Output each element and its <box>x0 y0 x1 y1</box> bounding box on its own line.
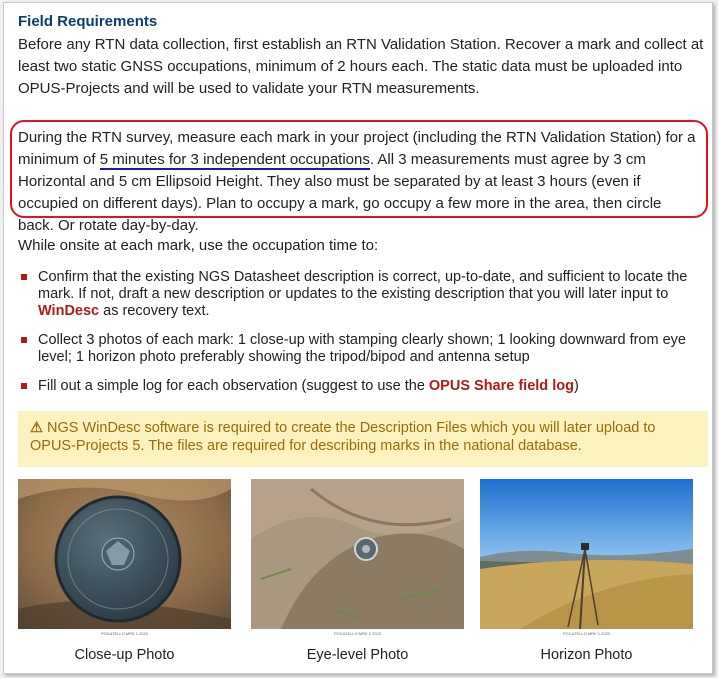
section-heading: Field Requirements <box>18 13 158 30</box>
windesc-alert <box>18 411 708 467</box>
intro-paragraph: Before any RTN data collection, first establish an RTN Validation Station. Recover a mark and collect at least two static GNSS occupations, minimum of 2 hours each. The static data must be uploaded into OPUS-Projects and will be used to validate your RTN measurements. <box>18 36 704 97</box>
closeup-photo-image <box>18 479 231 629</box>
document-frame <box>3 2 713 674</box>
windesc-link[interactable]: WinDesc <box>38 303 100 319</box>
list-item <box>18 332 708 366</box>
list-item-text: Collect 3 photos of each mark: 1 close-up with stamping clearly shown; 1 looking downward from eye level; 1 horizon photo preferably showing the tripod/bipod and antenna setup <box>38 332 686 365</box>
photo-gallery <box>18 479 708 669</box>
alert-text: NGS WinDesc software is required to create the Description Files which you will later upload to OPUS-Projects 5. The files are required for describing marks in the national database. <box>30 420 656 454</box>
eyelevel-caption: Eye-level Photo <box>306 647 409 663</box>
horizon-photo-image <box>480 479 693 629</box>
occupation-requirement-underlined: 5 minutes for 3 independent occupations <box>99 151 370 168</box>
photo-stamp: POCATELLO MRK 1 2023 <box>18 629 231 639</box>
photo-stamp: POCATELLO MRK 1 2023 <box>251 629 464 639</box>
closeup-caption: Close-up Photo <box>74 647 175 663</box>
photo-stamp: POCATELLO MRK 1 2023 <box>480 629 693 639</box>
rtn-text-part1: During the RTN survey, measure each mark in your project (including the RTN Validation Station) for a minimum of <box>18 129 696 168</box>
list-item-text: ) <box>573 378 579 394</box>
onsite-paragraph: While onsite at each mark, use the occupation time to: <box>18 237 379 254</box>
bullet-icon <box>21 383 27 389</box>
rtn-survey-paragraph <box>18 127 698 237</box>
warning-icon: ⚠ <box>30 420 43 436</box>
opus-share-field-log-link[interactable]: OPUS Share field log <box>428 378 574 394</box>
content <box>18 13 708 663</box>
horizon-caption: Horizon Photo <box>540 647 633 663</box>
list-item-text: Fill out a simple log for each observation (suggest to use the <box>38 378 429 394</box>
horizon-photo <box>480 479 693 639</box>
closeup-photo <box>18 479 231 639</box>
list-item <box>18 269 708 320</box>
task-list <box>18 269 708 407</box>
rtn-text-part2: . All 3 measurements must agree by 3 cm Horizontal and 5 cm Ellipsoid Height. They also must be separated by at least 3 hours (even if occupied on different days). Plan to occupy a mark, go occupy a few more in the area, then circle back. Or rotate day-by-day. <box>18 151 662 234</box>
highlighted-requirement-box <box>10 120 708 234</box>
list-item-text: as recovery text. <box>99 303 210 319</box>
list-item-text: Confirm that the existing NGS Datasheet description is correct, up-to-date, and sufficient to locate the mark. If not, draft a new description or updates to the existing description that you will later input to <box>38 269 688 302</box>
list-item <box>18 378 708 395</box>
eyelevel-photo-image <box>251 479 464 629</box>
eyelevel-photo <box>251 479 464 639</box>
bullet-icon <box>21 337 27 343</box>
bullet-icon <box>21 274 27 280</box>
